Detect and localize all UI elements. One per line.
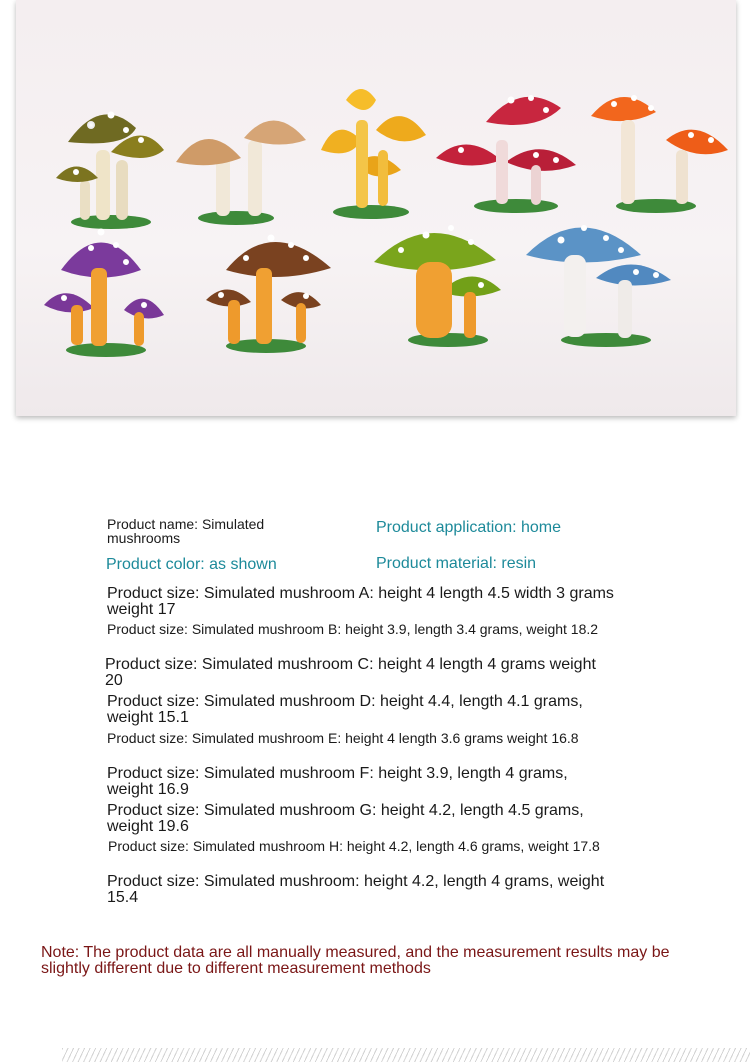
- mushroom-figurines-illustration: [16, 0, 736, 416]
- product-application: Product application: home: [376, 519, 561, 536]
- size-line-f: Product size: Simulated mushroom F: height 3.9, length 4 grams, weight 16.9: [107, 765, 568, 798]
- size-line-b: Product size: Simulated mushroom B: height 3.9, length 3.4 grams, weight 18.2: [107, 621, 599, 637]
- measurement-note: Note: The product data are all manually measured, and the measurement results may be slightly different due to different measurement methods: [41, 944, 670, 977]
- size-line-h: Product size: Simulated mushroom H: height 4.2, length 4.6 grams, weight 17.8: [108, 838, 600, 854]
- product-photo: [16, 0, 736, 416]
- mushroom-a: [56, 112, 164, 230]
- mushroom-b: [176, 120, 306, 225]
- mushroom-f: [44, 229, 164, 358]
- product-name: Product name: Simulated mushrooms: [107, 516, 265, 546]
- size-line-c: Product size: Simulated mushroom C: height 4 length 4 grams weight 20: [105, 656, 596, 689]
- mushroom-e: [591, 95, 728, 213]
- mushroom-d: [436, 95, 576, 213]
- decorative-hatch-strip: [62, 1048, 750, 1062]
- size-line-a: Product size: Simulated mushroom A: height 4 length 4.5 width 3 grams weight 17: [107, 585, 614, 618]
- mushroom-c: [321, 89, 426, 219]
- size-line-i: Product size: Simulated mushroom: height 4.2, length 4 grams, weight 15.4: [107, 873, 605, 906]
- mushroom-i: [526, 225, 671, 347]
- mushroom-g: [206, 235, 331, 354]
- product-material: Product material: resin: [376, 555, 537, 572]
- mushroom-h: [374, 225, 501, 347]
- size-line-g: Product size: Simulated mushroom G: height 4.2, length 4.5 grams, weight 19.6: [107, 802, 584, 835]
- size-line-d: Product size: Simulated mushroom D: height 4.4, length 4.1 grams, weight 15.1: [107, 693, 583, 726]
- size-line-e: Product size: Simulated mushroom E: height 4 length 3.6 grams weight 16.8: [107, 730, 579, 746]
- product-color: Product color: as shown: [106, 556, 277, 573]
